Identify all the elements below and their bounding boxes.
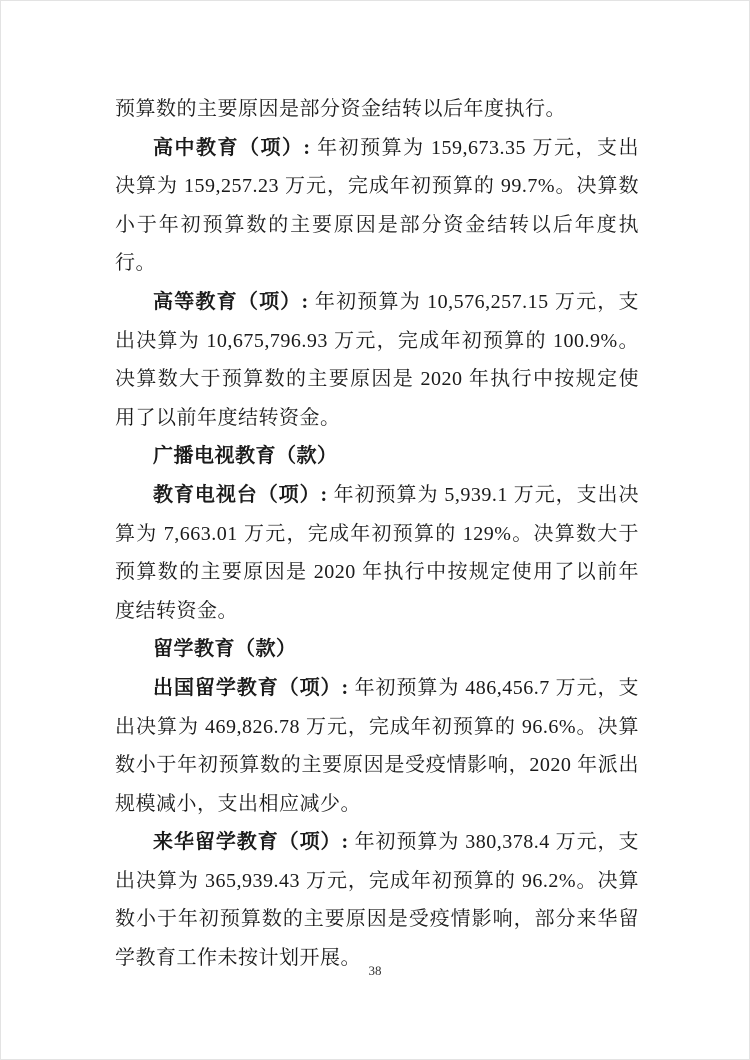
paragraph-lead: 留学教育（款） <box>153 638 297 661</box>
paragraph <box>115 669 639 823</box>
document-body <box>115 90 639 978</box>
paragraph-lead: 教育电视台（项）: <box>153 483 328 506</box>
paragraph-lead: 广播电视教育（款） <box>153 445 338 468</box>
paragraph-text: 年初预算为 5,939.1 万元，支出决算为 7,663.01 万元，完成年初预算的 129%。决算数大于预算数的主要原因是 2020 年执行中按规定使用了以前年度结转资金。 <box>115 483 639 622</box>
paragraph-text: 预算数的主要原因是部分资金结转以后年度执行。 <box>115 98 566 120</box>
paragraph <box>115 129 639 283</box>
paragraph-text: 年初预算为 159,673.35 万元，支出决算为 159,257.23 万元，完成年初预算的 99.7%。决算数小于年初预算数的主要原因是部分资金结转以后年度执行。 <box>115 136 640 275</box>
section-heading <box>115 630 639 669</box>
paragraph-text: 年初预算为 10,576,257.15 万元，支出决算为 10,675,796.93 万元，完成年初预算的 100.9%。决算数大于预算数的主要原因是 2020 年执行中按规定使用了以前年度结转资金。 <box>115 290 639 429</box>
paragraph-lead: 高等教育（项）: <box>153 290 309 313</box>
paragraph-lead: 出国留学教育（项）: <box>153 676 349 699</box>
paragraph <box>115 476 639 630</box>
paragraph <box>115 823 639 977</box>
paragraph-text: 年初预算为 486,456.7 万元，支出决算为 469,826.78 万元，完成年初预算的 96.6%。决算数小于年初预算数的主要原因是受疫情影响，2020 年派出规模减小，支出相应减少。 <box>115 676 639 815</box>
paragraph-text: 年初预算为 380,378.4 万元，支出决算为 365,939.43 万元，完成年初预算的 96.2%。决算数小于年初预算数的主要原因是受疫情影响，部分来华留学教育工作未按计划开展。 <box>115 831 639 970</box>
page-number: 38 <box>368 963 382 978</box>
paragraph <box>115 90 639 129</box>
paragraph-lead: 来华留学教育（项）: <box>153 831 349 854</box>
paragraph-lead: 高中教育（项）: <box>153 136 311 159</box>
paragraph <box>115 283 639 437</box>
section-heading <box>115 437 639 476</box>
